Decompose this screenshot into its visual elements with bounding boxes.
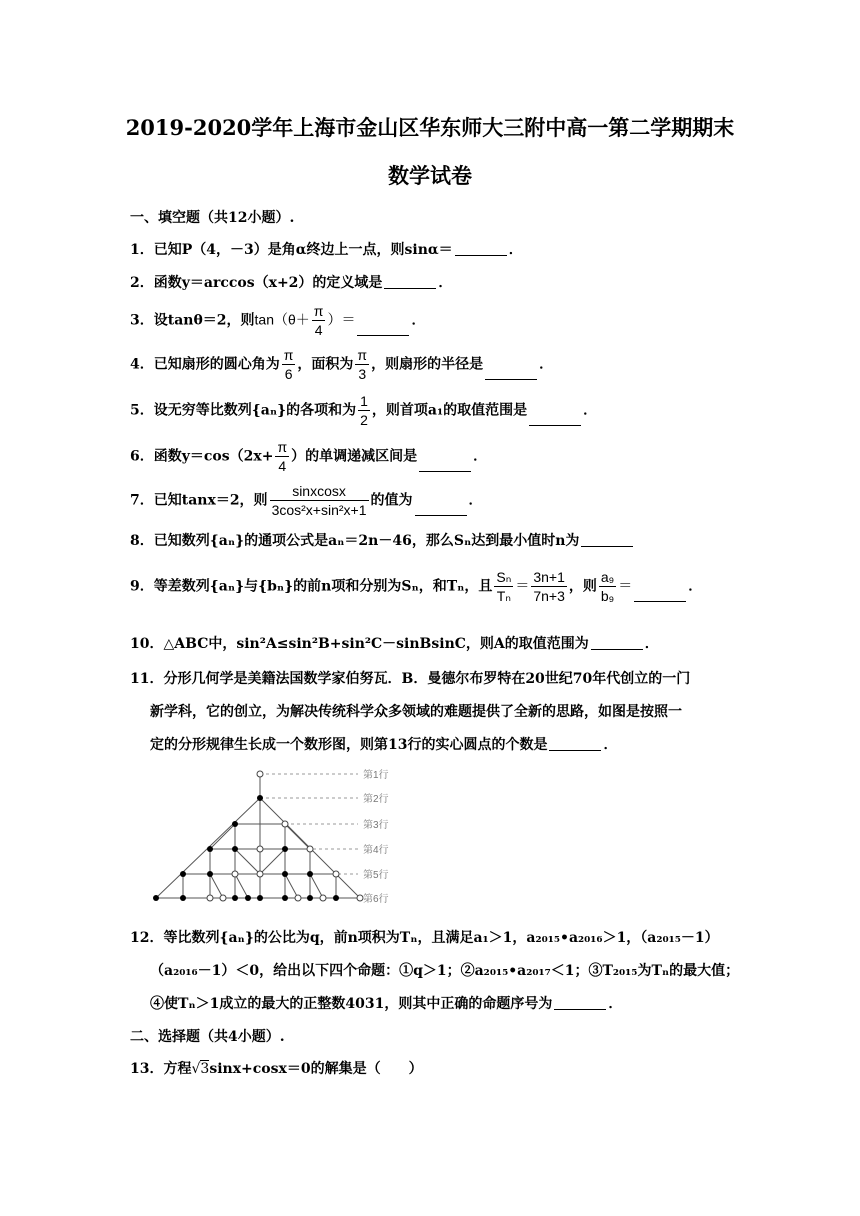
question-11-line3: [150, 734, 617, 754]
question-text: 设无穷等比数列{aₙ}的各项和为: [153, 402, 357, 419]
math-expression: tan（θ＋: [254, 311, 310, 328]
period: ．: [411, 312, 426, 329]
numerator: π: [277, 439, 288, 455]
question-12-line1: [130, 927, 719, 947]
question-number: 11．: [130, 671, 164, 687]
row-label-4: 第4行: [363, 845, 389, 856]
question-number: 2．: [130, 275, 154, 291]
row-label-5: 第5行: [363, 870, 389, 881]
fraction: [494, 568, 513, 605]
question-text: 函数y＝arccos（x+2）的定义域是: [153, 275, 383, 291]
sqrt-icon: √: [191, 1061, 201, 1077]
question-6: [130, 438, 487, 475]
question-7: [130, 482, 483, 519]
question-text: 等差数列{aₙ}与{bₙ}的前n项和分别为Sₙ，和Tₙ，且: [153, 578, 493, 595]
denominator: b₉: [600, 588, 615, 604]
question-text: 已知tanx＝2，则: [153, 492, 268, 509]
fraction: [599, 568, 616, 605]
question-text: 方程: [163, 1061, 192, 1077]
question-text: 已知数列{aₙ}的通项公式是aₙ＝2n－46，那么Sₙ达到最小值时n为: [153, 533, 580, 549]
period: ．: [438, 275, 453, 291]
question-11-line1: [130, 668, 690, 688]
answer-blank[interactable]: [554, 1008, 606, 1010]
question-number: 9．: [130, 578, 154, 595]
question-text: 定的分形规律生长成一个数形图，则第13行的实心圆点的个数是: [150, 737, 548, 753]
question-text: 函数y＝cos（2x+: [153, 448, 274, 465]
question-3: [130, 302, 425, 339]
fraction: [275, 438, 289, 475]
answer-blank[interactable]: [591, 648, 643, 650]
answer-blank[interactable]: [357, 334, 409, 336]
question-number: 7．: [130, 492, 154, 509]
question-text: 已知P（4，－3）是角α终边上一点，则sinα＝: [153, 242, 453, 258]
answer-blank[interactable]: [529, 424, 581, 426]
row-label-6: 第6行: [363, 894, 389, 905]
question-text: ④使Tₙ＞1成立的最大的正整数4031，则其中正确的命题序号为: [150, 996, 553, 1012]
numerator: sinxcosx: [270, 482, 369, 501]
period: ．: [603, 737, 618, 753]
question-number: 4．: [130, 356, 154, 373]
answer-blank[interactable]: [384, 287, 436, 289]
question-text: ，则扇形的半径是: [371, 356, 484, 373]
question-5: [130, 392, 597, 429]
period: ．: [688, 578, 703, 595]
question-12-line3: [150, 993, 622, 1013]
question-10: [130, 633, 659, 653]
denominator: 4: [278, 458, 287, 474]
fraction: [358, 392, 370, 429]
period: ．: [508, 242, 523, 258]
fraction: [531, 568, 567, 605]
period: ．: [539, 356, 554, 373]
question-11-line2: 新学科，它的创立，为解决传统科学众多领域的难题提供了全新的思路，如图是按照一: [150, 704, 682, 720]
period: ．: [608, 996, 623, 1012]
numerator: 1: [360, 393, 368, 409]
numerator: π: [313, 303, 324, 319]
radicand: 3: [200, 1061, 210, 1077]
row-label-2: 第2行: [363, 794, 389, 805]
question-number: 1．: [130, 242, 154, 258]
question-number: 5．: [130, 402, 154, 419]
question-2: [130, 272, 452, 292]
equals: ＝: [515, 578, 530, 595]
denominator: Tₙ: [496, 588, 511, 604]
question-text: ）的单调递减区间是: [291, 448, 418, 465]
question-text: ，则首项a₁的取值范围是: [371, 402, 528, 419]
question-text: △ABC中，sin²A≤sin²B+sin²C－sinBsinC，则A的取值范围为: [163, 636, 589, 652]
fractal-tree-figure: [148, 764, 438, 910]
numerator: a₉: [600, 569, 615, 585]
period: ．: [468, 492, 483, 509]
period: ．: [644, 636, 659, 652]
numerator: π: [357, 347, 368, 363]
question-text: 等比数列{aₙ}的公比为q，前n项积为Tₙ，且满足a₁＞1，a₂₀₁₅•a₂₀₁₆＞1，（a₂₀₁₅－1）: [163, 930, 719, 946]
page-title-line2: 数学试卷: [388, 163, 472, 188]
denominator: 2: [360, 412, 368, 428]
question-number: 12．: [130, 930, 164, 946]
denominator: 6: [284, 366, 293, 382]
question-number: 3．: [130, 312, 154, 329]
row-label-3: 第3行: [363, 820, 389, 831]
fraction: [270, 482, 369, 519]
fraction: [282, 346, 296, 383]
question-12-line2: （a₂₀₁₆－1）＜0，给出以下四个命题：①q＞1；②a₂₀₁₅•a₂₀₁₇＜1；③T₂₀₁₅为Tₙ的最大值；: [150, 963, 740, 979]
fraction: [355, 346, 369, 383]
answer-blank[interactable]: [581, 545, 633, 547]
question-number: 6．: [130, 448, 154, 465]
denominator: 3cos²x+sin²x+1: [271, 502, 367, 518]
section-heading-choice: 二、选择题（共4小题）.: [130, 1029, 285, 1045]
denominator: 3: [358, 366, 367, 382]
row-label-1: 第1行: [363, 770, 389, 781]
question-number: 8．: [130, 533, 154, 549]
numerator: π: [283, 347, 294, 363]
question-text: ，则: [568, 578, 597, 595]
question-text: 分形几何学是美籍法国数学家伯努瓦．B．曼德尔布罗特在20世纪70年代创立的一门: [163, 671, 691, 687]
answer-blank[interactable]: [455, 254, 507, 256]
question-number: 13．: [130, 1061, 164, 1077]
numerator: 3n+1: [533, 569, 565, 585]
numerator: Sₙ: [496, 569, 512, 585]
question-text: sinx+cosx＝0的解集是（ ）: [209, 1061, 423, 1077]
question-9: [130, 568, 702, 605]
question-8: [130, 530, 635, 550]
math-expression-end: ）＝: [327, 311, 356, 328]
period: ．: [473, 448, 488, 465]
question-text: ，面积为: [297, 356, 354, 373]
answer-blank[interactable]: [549, 749, 601, 751]
question-13: [130, 1058, 423, 1078]
answer-blank[interactable]: [634, 600, 686, 602]
tree-lines: [156, 774, 360, 898]
fraction: [312, 302, 326, 339]
answer-blank[interactable]: [415, 514, 467, 516]
question-text: 设tanθ＝2，则: [153, 312, 255, 329]
section-heading-fill-in: 一、填空题（共12小题）.: [130, 210, 295, 226]
question-number: 10．: [130, 636, 164, 652]
denominator: 4: [314, 322, 323, 338]
question-4: [130, 346, 553, 383]
question-text: 已知扇形的圆心角为: [153, 356, 280, 373]
equals: ＝: [618, 578, 633, 595]
question-1: [130, 239, 523, 259]
page-title-line1: 2019-2020学年上海市金山区华东师大三附中高一第二学期期末: [125, 115, 735, 140]
answer-blank[interactable]: [419, 470, 471, 472]
period: ．: [583, 402, 598, 419]
answer-blank[interactable]: [485, 378, 537, 380]
denominator: 7n+3: [533, 588, 565, 604]
question-text: 的值为: [370, 492, 413, 509]
